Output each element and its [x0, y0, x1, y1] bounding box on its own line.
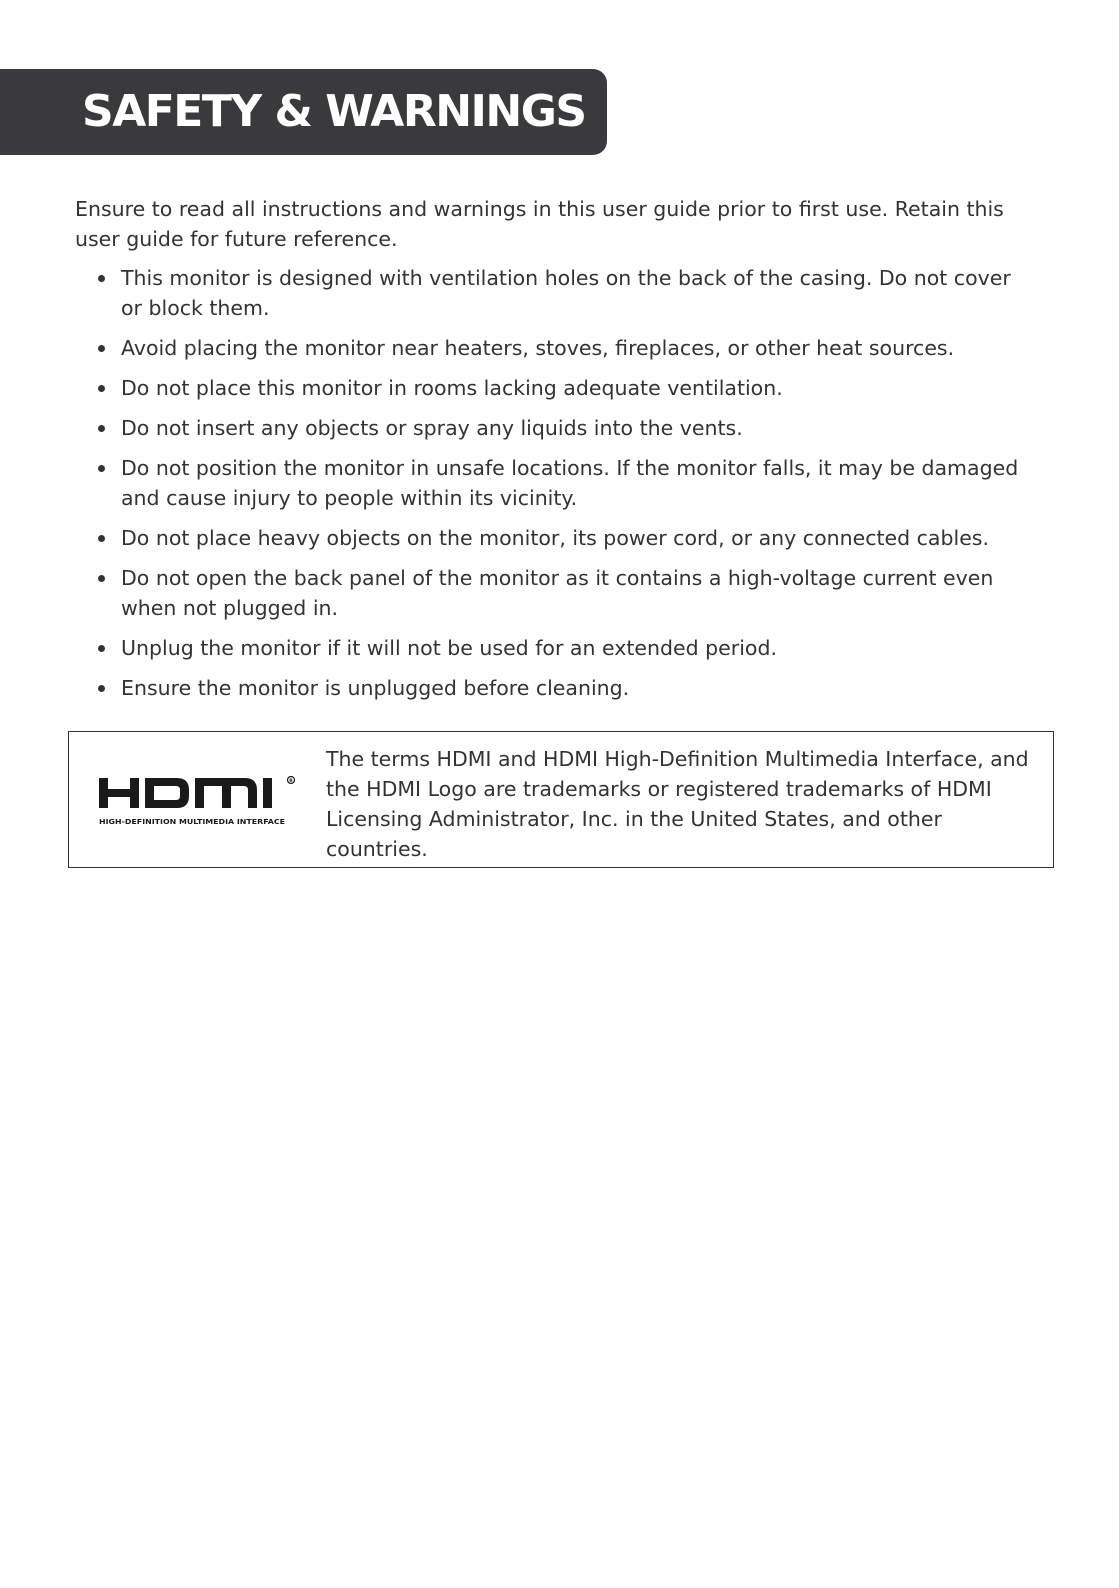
warning-text: Ensure the monitor is unplugged before cleaning. — [121, 676, 630, 700]
warning-text: Do not place this monitor in rooms lacking adequate ventilation. — [121, 376, 783, 400]
warning-text: Do not position the monitor in unsafe locations. If the monitor falls, it may be damaged and cause injury to people within its vicinity. — [121, 456, 1019, 510]
warning-text: Do not insert any objects or spray any liquids into the vents. — [121, 416, 743, 440]
bullet-icon — [98, 465, 105, 472]
warning-text: Avoid placing the monitor near heaters, stoves, fireplaces, or other heat sources. — [121, 336, 955, 360]
warnings-list — [75, 263, 1035, 713]
bullet-icon — [98, 385, 105, 392]
bullet-icon — [98, 685, 105, 692]
hdmi-logo — [99, 774, 299, 830]
bullet-icon — [98, 425, 105, 432]
warning-text: Unplug the monitor if it will not be used for an extended period. — [121, 636, 777, 660]
trademark-notice-box — [68, 731, 1054, 868]
intro-paragraph: Ensure to read all instructions and warnings in this user guide prior to first use. Retain this user guide for future reference. — [75, 197, 1004, 251]
warning-item — [75, 333, 1035, 363]
bullet-icon — [98, 345, 105, 352]
warning-item — [75, 633, 1035, 663]
warning-item — [75, 373, 1035, 403]
bullet-icon — [98, 275, 105, 282]
warning-text: This monitor is designed with ventilation holes on the back of the casing. Do not cover or block them. — [121, 266, 1011, 320]
bullet-icon — [98, 535, 105, 542]
warning-item — [75, 563, 1035, 623]
svg-text:R: R — [289, 778, 293, 784]
section-header-banner — [0, 69, 607, 155]
bullet-icon — [98, 575, 105, 582]
page-title: SAFETY & WARNINGS — [82, 86, 586, 137]
trademark-text: The terms HDMI and HDMI High-Definition Multimedia Interface, and the HDMI Logo are trademarks or registered trademarks of HDMI Licensing Administrator, Inc. in the United States, and other countries. — [326, 747, 1029, 861]
warning-item — [75, 523, 1035, 553]
bullet-icon — [98, 645, 105, 652]
warning-item — [75, 413, 1035, 443]
warning-text: Do not open the back panel of the monitor as it contains a high-voltage current even when not plugged in. — [121, 566, 994, 620]
warning-item — [75, 263, 1035, 323]
warning-item — [75, 453, 1035, 513]
warning-item — [75, 673, 1035, 703]
warning-text: Do not place heavy objects on the monitor, its power cord, or any connected cables. — [121, 526, 990, 550]
hdmi-logo-tagline: HIGH-DEFINITION MULTIMEDIA INTERFACE — [99, 817, 286, 826]
